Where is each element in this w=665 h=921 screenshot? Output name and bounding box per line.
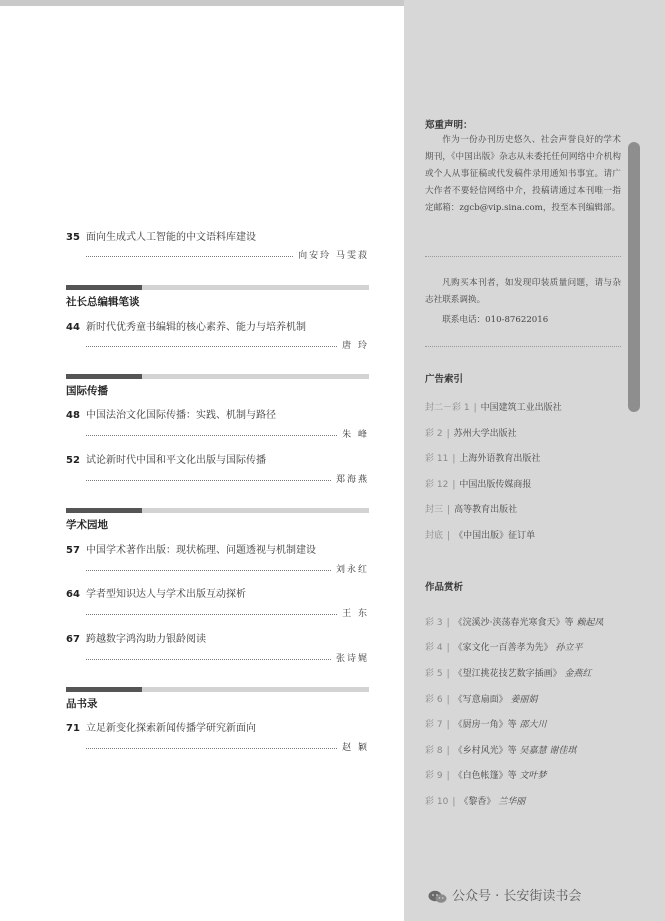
work-position: 彩 3 — [425, 618, 443, 628]
work-artist: 金燕红 — [564, 669, 592, 679]
article-title: 中国学术著作出版：现状梳理、问题透视与机制建设 — [86, 545, 316, 556]
ad-position: 彩 2 — [425, 429, 443, 439]
article-author-row — [86, 562, 369, 576]
ad-name: 高等教育出版社 — [454, 505, 518, 515]
article-authors: 王 东 — [338, 606, 369, 619]
article-title: 立足新变化探索新闻传播学研究新面向 — [86, 723, 256, 734]
ad-position: 彩 12 — [425, 480, 449, 490]
work-item — [425, 768, 547, 781]
separator: | — [447, 505, 451, 515]
work-item — [425, 692, 538, 705]
article-author-row — [86, 472, 369, 486]
article-author-row — [86, 740, 369, 754]
section-title: 国际传播 — [66, 385, 108, 397]
separator: | — [446, 429, 450, 439]
section-divider — [66, 374, 369, 379]
toc-article[interactable] — [66, 318, 306, 333]
ad-item — [425, 477, 531, 490]
works-title: 作品赏析 — [425, 582, 464, 593]
separator: | — [446, 695, 450, 705]
article-author-row — [86, 606, 369, 620]
ad-item — [425, 426, 517, 439]
ad-name: 苏州大学出版社 — [453, 429, 517, 439]
work-position: 彩 6 — [425, 695, 443, 705]
work-item — [425, 717, 547, 730]
watermark-text: 公众号 · 长安街读书会 — [452, 889, 582, 904]
notice-title: 郑重声明： — [425, 120, 473, 131]
dot-leader — [86, 480, 369, 481]
ad-item — [425, 400, 562, 413]
toc-article[interactable] — [66, 585, 246, 600]
work-name: 《家文化一百善孝为先》 — [453, 643, 553, 653]
contact-phone: 联系电话：010-87622016 — [442, 315, 549, 325]
work-name: 《写意扇面》 — [453, 695, 508, 705]
article-page-number: 67 — [66, 634, 80, 645]
article-authors: 朱 峰 — [338, 427, 369, 440]
separator: | — [446, 643, 450, 653]
separator: | — [446, 771, 450, 781]
article-page-number: 64 — [66, 589, 80, 600]
article-author-row — [86, 338, 369, 352]
ad-name: 《中国出版》征订单 — [454, 531, 536, 541]
work-item — [425, 794, 525, 807]
article-title: 面向生成式人工智能的中文语料库建设 — [86, 232, 256, 243]
work-name: 《望江挑花技艺数字插画》 — [453, 669, 562, 679]
separator: | — [446, 720, 450, 730]
dot-leader — [86, 346, 369, 347]
separator: | — [452, 797, 456, 807]
purchase-notice: 凡购买本刊者，如发现印装质量问题，请与杂志社联系调换。 — [425, 278, 621, 305]
work-name: 《白色帐篷》等 — [453, 771, 517, 781]
article-authors: 赵 颖 — [338, 740, 369, 753]
article-authors: 唐 玲 — [338, 338, 369, 351]
ad-name: 上海外语教育出版社 — [459, 454, 541, 464]
section-title: 学术园地 — [66, 519, 108, 531]
work-item — [425, 615, 603, 628]
separator: | — [452, 480, 456, 490]
dot-leader — [86, 659, 369, 660]
work-item — [425, 640, 583, 653]
article-page-number: 71 — [66, 723, 80, 734]
section-divider — [66, 687, 369, 692]
notice-text: 作为一份办刊历史悠久、社会声誉良好的学术期刊，《中国出版》杂志从未委托任何网络中介机构或个人从事征稿或代发稿件录用通知书事宜。请广大作者不要轻信网络中介，投稿请通过本刊唯一指定邮箱：zgcb@vip.sina.com，投至本刊编辑部。 — [425, 135, 621, 213]
toc-article[interactable] — [66, 719, 256, 734]
work-item — [425, 666, 592, 679]
article-title: 学者型知识达人与学术出版互动探析 — [86, 589, 246, 600]
ad-item — [425, 502, 517, 515]
section-divider — [66, 285, 369, 290]
work-artist: 吴嘉慧 谢佳琪 — [519, 746, 577, 756]
ad-item — [425, 451, 540, 464]
scrollbar-thumb[interactable] — [628, 142, 640, 412]
work-position: 彩 5 — [425, 669, 443, 679]
article-page-number: 44 — [66, 322, 80, 333]
article-title: 试论新时代中国和平文化出版与国际传播 — [86, 455, 266, 466]
ad-position: 封三 — [425, 505, 444, 515]
ad-position: 彩 11 — [425, 454, 449, 464]
separator: | — [446, 618, 450, 628]
work-artist: 姜丽娟 — [510, 695, 538, 705]
ad-position: 封二－彩 1 — [425, 403, 470, 413]
article-author-row — [86, 427, 369, 441]
article-authors: 刘永红 — [332, 562, 369, 575]
watermark — [428, 885, 581, 904]
ad-name: 中国出版传媒商报 — [459, 480, 532, 490]
article-page-number: 52 — [66, 455, 80, 466]
work-artist: 兰华丽 — [498, 797, 526, 807]
work-position: 彩 10 — [425, 797, 449, 807]
work-artist: 邵大川 — [519, 720, 547, 730]
work-artist: 文叶梦 — [519, 771, 547, 781]
dotted-divider — [425, 346, 621, 347]
work-artist: 孙立平 — [555, 643, 583, 653]
toc-article[interactable] — [66, 228, 256, 243]
article-page-number: 48 — [66, 410, 80, 421]
article-author-row — [86, 651, 369, 665]
ad-name: 中国建筑工业出版社 — [480, 403, 562, 413]
section-title: 品书录 — [66, 698, 98, 710]
separator: | — [473, 403, 477, 413]
dot-leader — [86, 435, 369, 436]
ad-item — [425, 528, 535, 541]
dotted-divider — [425, 256, 621, 257]
work-position: 彩 8 — [425, 746, 443, 756]
article-authors: 郑海燕 — [332, 472, 369, 485]
wechat-icon — [428, 890, 448, 904]
work-position: 彩 4 — [425, 643, 443, 653]
dot-leader — [86, 570, 369, 571]
toc-article[interactable] — [66, 630, 206, 645]
section-title: 社长总编辑笔谈 — [66, 296, 140, 308]
article-author-row — [86, 248, 369, 262]
work-position: 彩 9 — [425, 771, 443, 781]
separator: | — [447, 531, 451, 541]
work-name: 《乡村风光》等 — [453, 746, 517, 756]
separator: | — [452, 454, 456, 464]
article-authors: 张诗娓 — [332, 651, 369, 664]
work-name: 《厨房一角》等 — [453, 720, 517, 730]
work-item — [425, 743, 576, 756]
ads-title: 广告索引 — [425, 374, 464, 385]
article-title: 跨越数字鸿沟助力银龄阅读 — [86, 634, 206, 645]
work-artist: 赖起凤 — [576, 618, 604, 628]
separator: | — [446, 669, 450, 679]
ad-position: 封底 — [425, 531, 444, 541]
work-name: 《黎香》 — [459, 797, 496, 807]
article-title: 新时代优秀童书编辑的核心素养、能力与培养机制 — [86, 322, 306, 333]
toc-article[interactable] — [66, 406, 276, 421]
dot-leader — [86, 748, 369, 749]
section-divider — [66, 508, 369, 513]
work-position: 彩 7 — [425, 720, 443, 730]
toc-article[interactable] — [66, 541, 316, 556]
article-authors: 向安玲 马雯菽 — [294, 248, 369, 261]
toc-article[interactable] — [66, 451, 266, 466]
article-page-number: 35 — [66, 232, 80, 243]
separator: | — [446, 746, 450, 756]
dot-leader — [86, 614, 369, 615]
article-page-number: 57 — [66, 545, 80, 556]
article-title: 中国法治文化国际传播：实践、机制与路径 — [86, 410, 276, 421]
work-name: 《浣溪沙·浃荡春光寒食天》等 — [453, 618, 574, 628]
